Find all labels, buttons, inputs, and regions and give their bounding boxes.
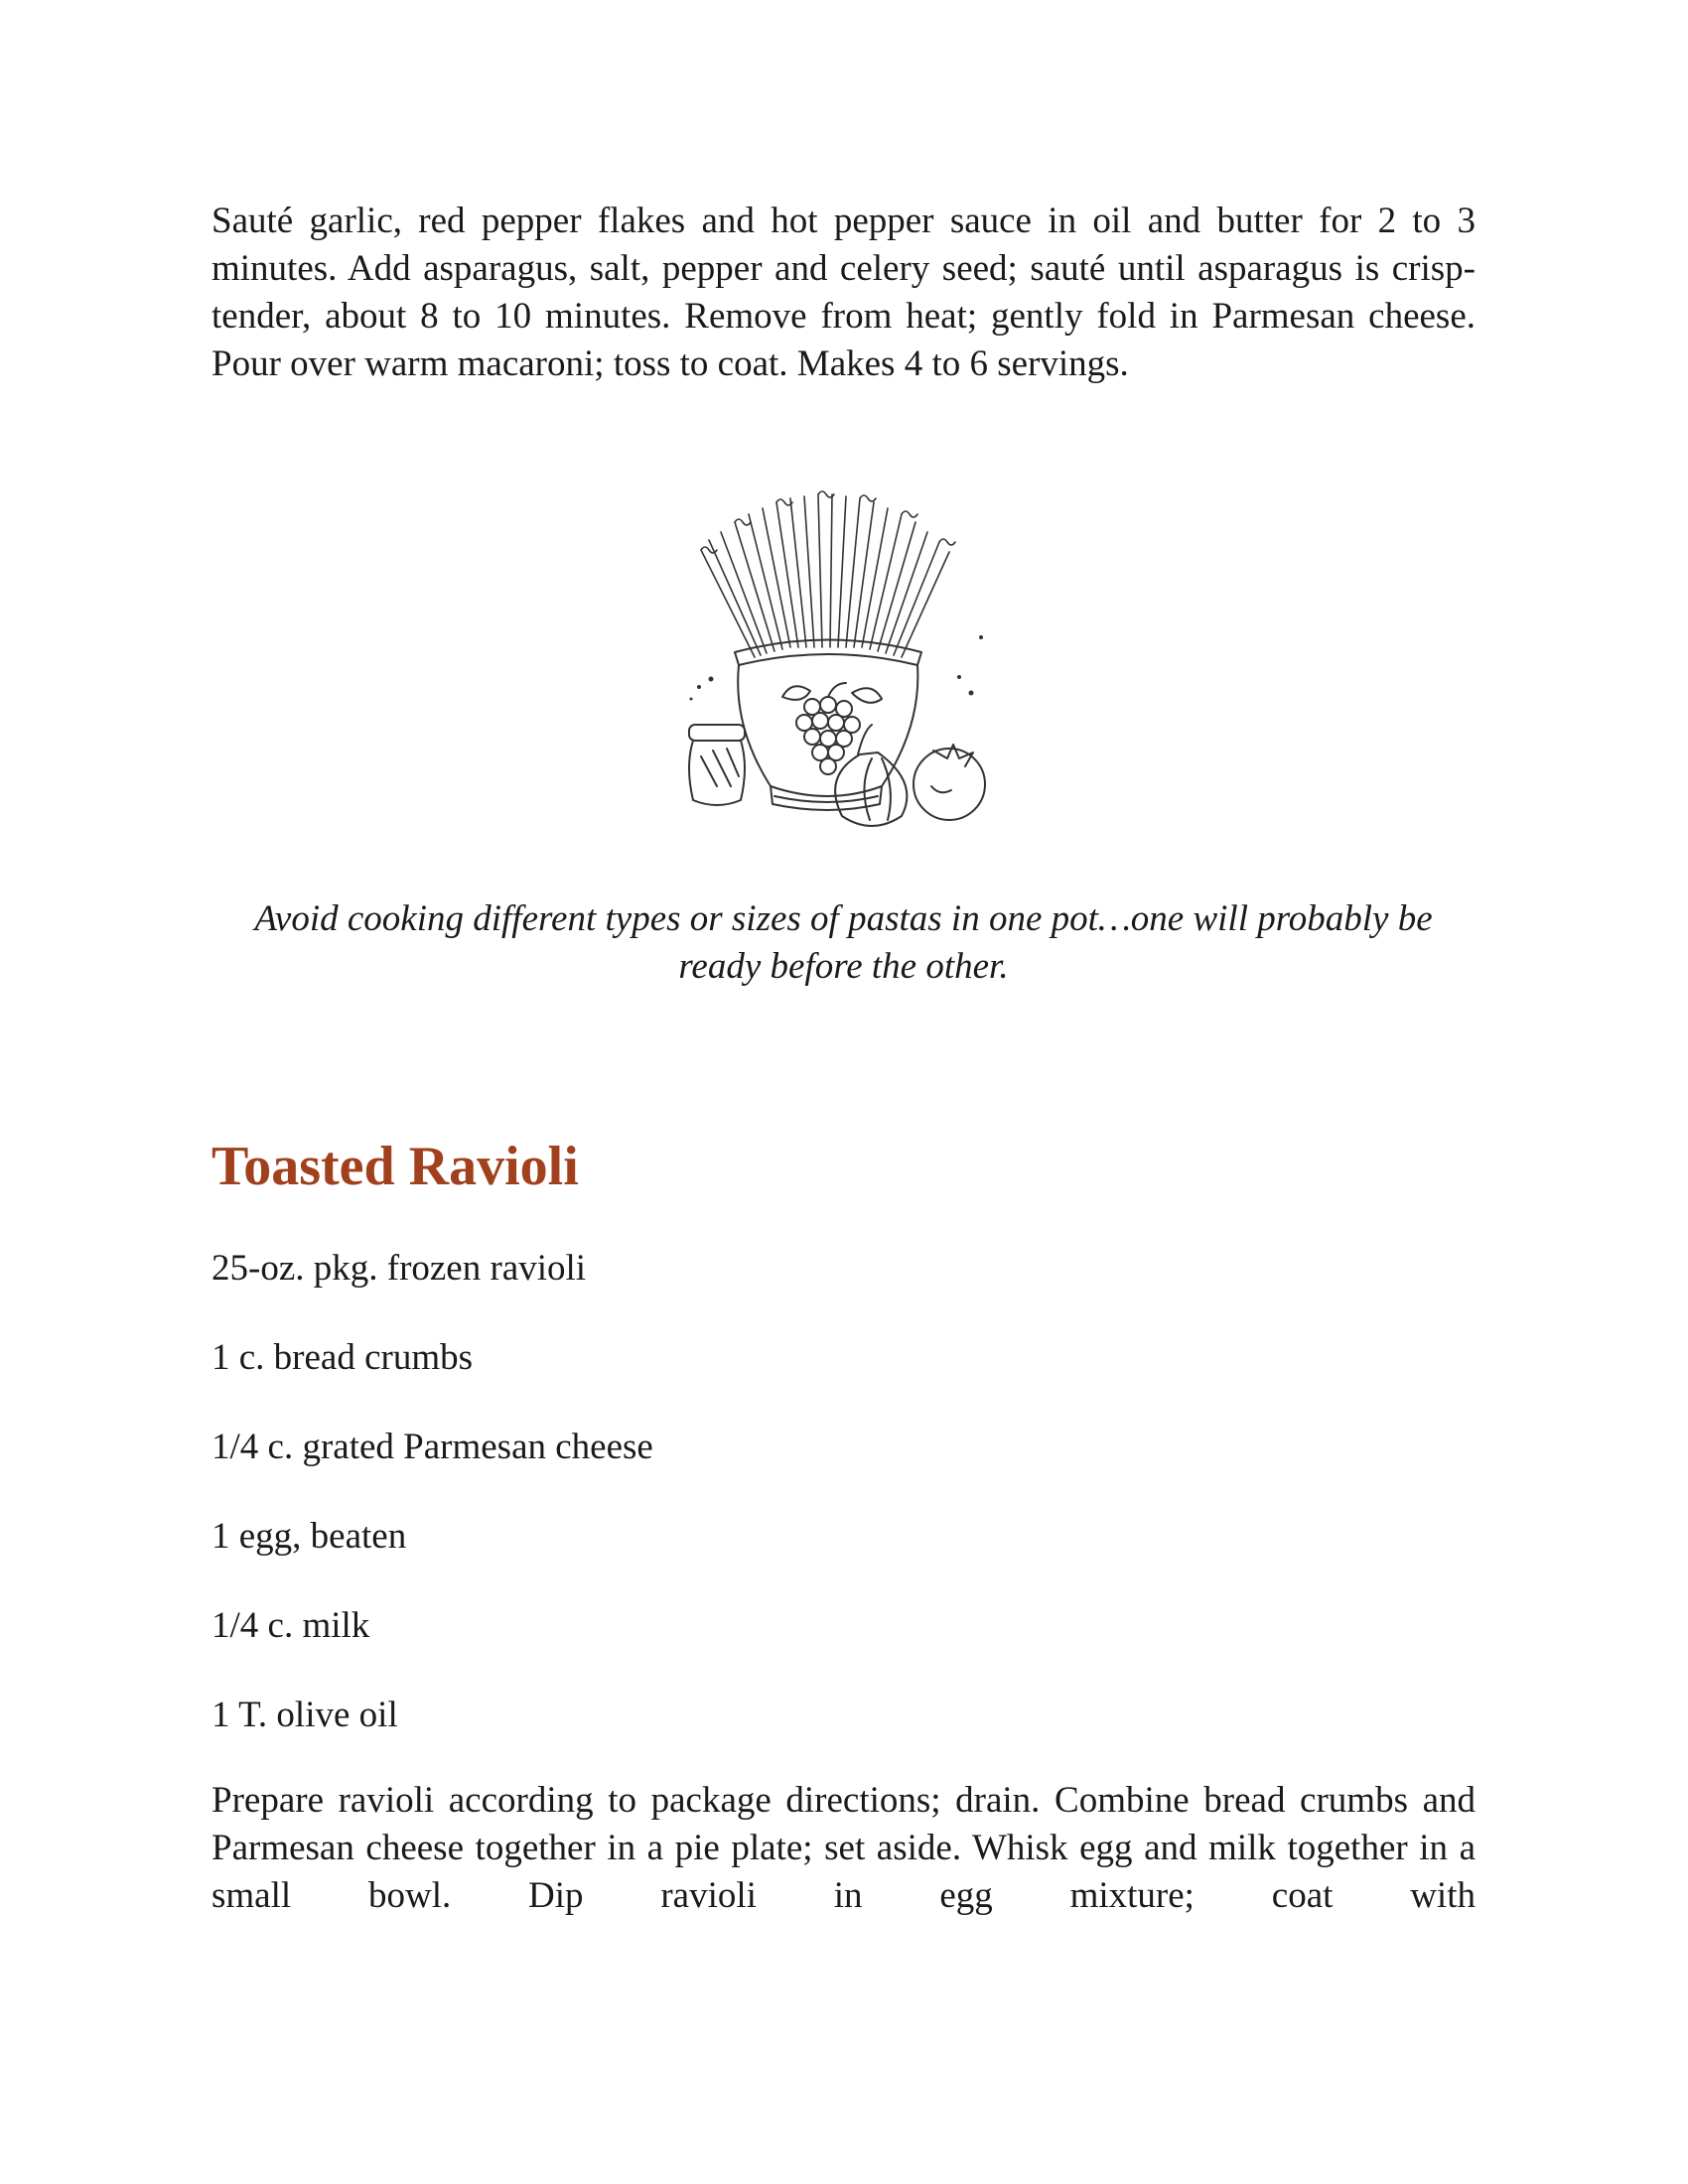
recipe-title: Toasted Ravioli: [211, 1136, 579, 1197]
ingredient-item: 1 T. olive oil: [211, 1695, 398, 1735]
intro-paragraph: Sauté garlic, red pepper flakes and hot pepper sauce in oil and butter for 2 to 3 minutes. Add asparagus, salt, pepper and celery seed; sauté until asparagus is crisp-tender, about 8 to 10 minutes. Remove from heat; gently fold in Parmesan cheese. Pour over warm macaroni; toss to coat. Makes 4 to 6 servings.: [211, 201, 1476, 384]
ingredient-item: 1/4 c. milk: [211, 1605, 370, 1646]
ingredient-item: 1/4 c. grated Parmesan cheese: [211, 1427, 653, 1467]
garlic-bulb: [835, 725, 907, 826]
cheese-shaker: [689, 725, 745, 805]
ingredient-item: 1 egg, beaten: [211, 1516, 407, 1557]
jar: [735, 640, 921, 811]
spaghetti-sticks: [701, 491, 955, 657]
pasta-jar-illustration: [683, 488, 1021, 836]
directions-paragraph: Prepare ravioli according to package directions; drain. Combine bread crumbs and Parmesan cheese together in a pie plate; set aside. Whisk egg and milk together in a small bowl. Dip ravioli in egg mixture; coat with: [211, 1780, 1476, 1916]
ingredient-list: [211, 1245, 653, 1781]
ingredient-item: 25-oz. pkg. frozen ravioli: [211, 1248, 587, 1289]
ingredient-item: 1 c. bread crumbs: [211, 1337, 474, 1378]
tomato: [914, 745, 985, 820]
sparkles: [690, 635, 984, 701]
pasta-tip: Avoid cooking different types or sizes of pastas in one pot…one will probably be ready before the other.: [254, 898, 1433, 987]
